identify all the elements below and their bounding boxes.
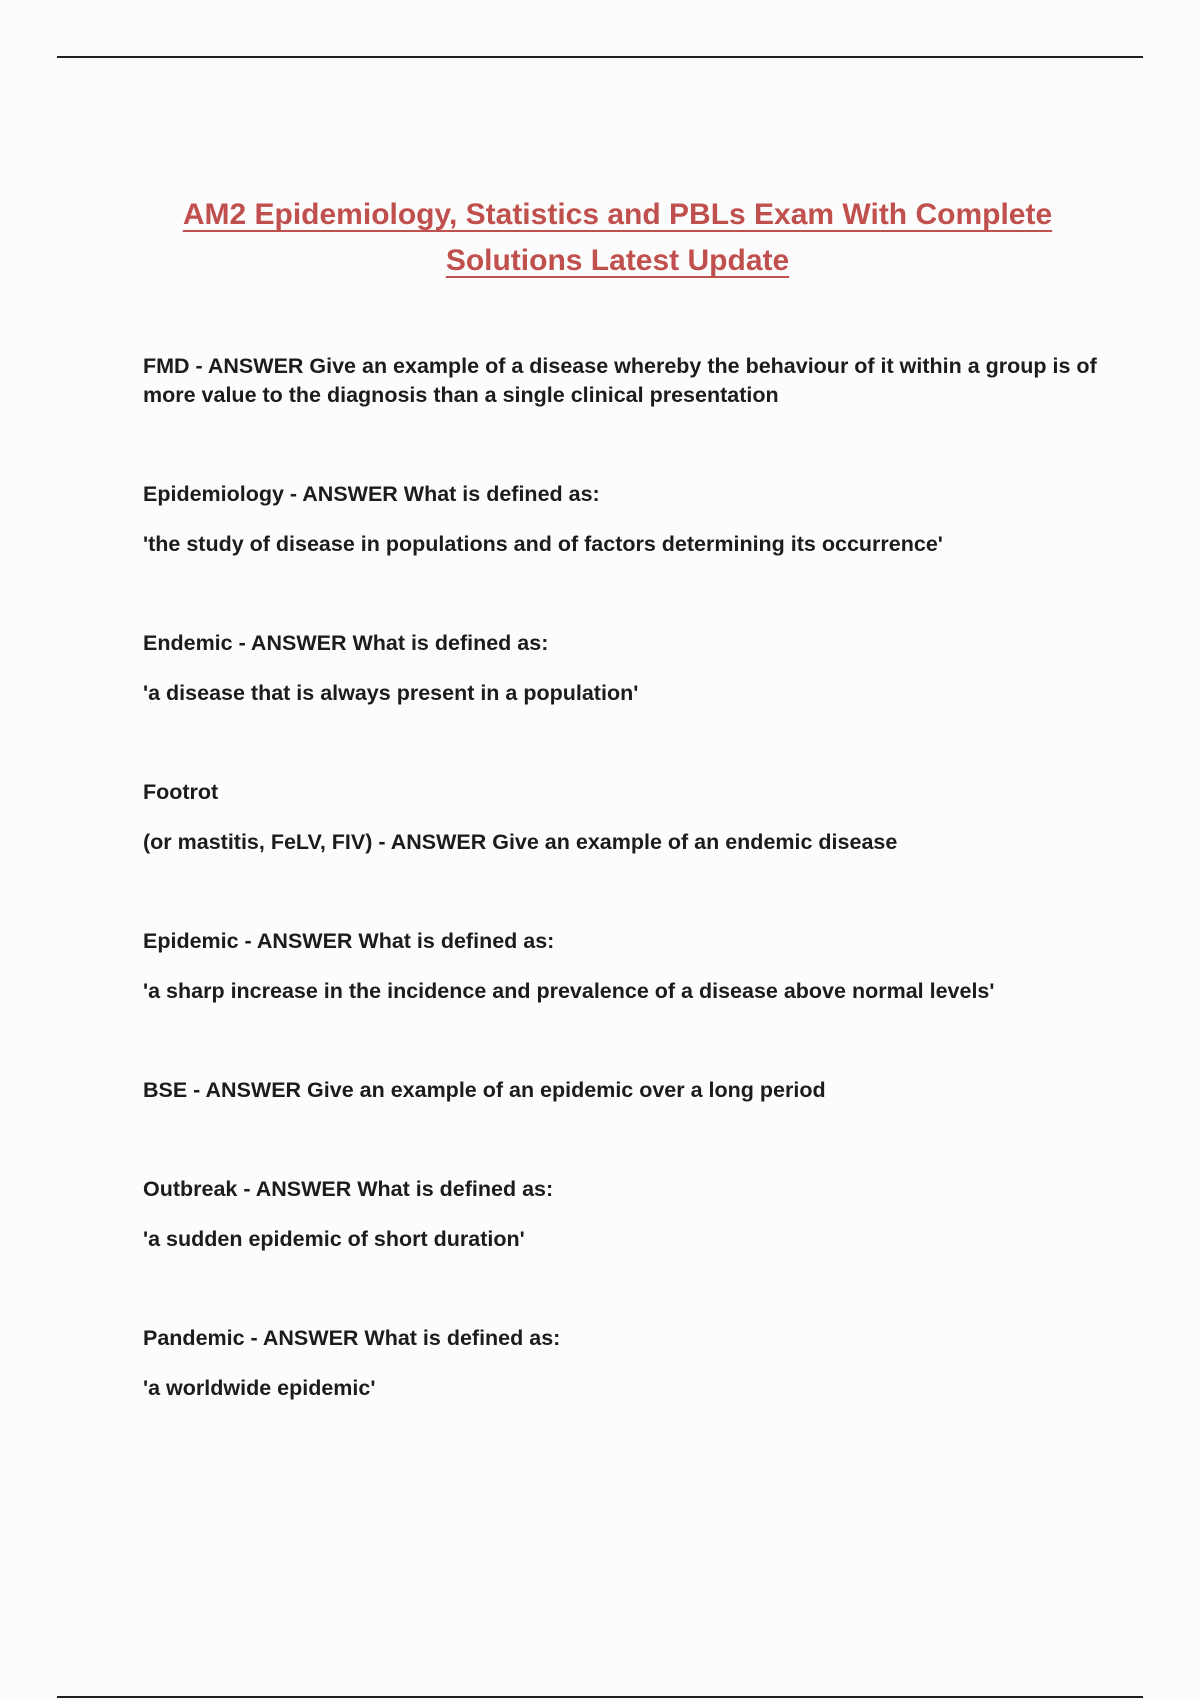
entry-bse: BSE - ANSWER Give an example of an epidemic over a long period — [143, 1078, 826, 1102]
entry-pandemic-answer: 'a worldwide epidemic' — [143, 1376, 376, 1400]
entry-epidemiology-question: Epidemiology - ANSWER What is defined as: — [143, 482, 600, 506]
entry-epidemic-question: Epidemic - ANSWER What is defined as: — [143, 929, 555, 953]
entry-endemic-answer: 'a disease that is always present in a population' — [143, 681, 639, 705]
entry-outbreak-answer: 'a sudden epidemic of short duration' — [143, 1227, 525, 1251]
top-rule — [57, 56, 1143, 58]
bottom-rule — [57, 1696, 1143, 1698]
entry-endemic-question: Endemic - ANSWER What is defined as: — [143, 631, 549, 655]
document-body — [143, 352, 1103, 1403]
document-title — [100, 192, 1135, 284]
entry-footrot-answer: (or mastitis, FeLV, FIV) - ANSWER Give an example of an endemic disease — [143, 830, 898, 854]
entry-epidemiology-answer: 'the study of disease in populations and of factors determining its occurrence' — [143, 532, 943, 556]
entry-pandemic-question: Pandemic - ANSWER What is defined as: — [143, 1326, 561, 1350]
entry-fmd: FMD - ANSWER Give an example of a disease whereby the behaviour of it within a group is of more value to the diagnosis than a single clinical presentation — [143, 354, 1097, 407]
document-title-line-2: Solutions Latest Update — [445, 244, 790, 277]
entry-footrot-question: Footrot — [143, 780, 219, 804]
document-title-line-1: AM2 Epidemiology, Statistics and PBLs Exam With Complete — [182, 198, 1053, 231]
entry-outbreak-question: Outbreak - ANSWER What is defined as: — [143, 1177, 554, 1201]
entry-epidemic-answer: 'a sharp increase in the incidence and prevalence of a disease above normal levels' — [143, 979, 995, 1003]
